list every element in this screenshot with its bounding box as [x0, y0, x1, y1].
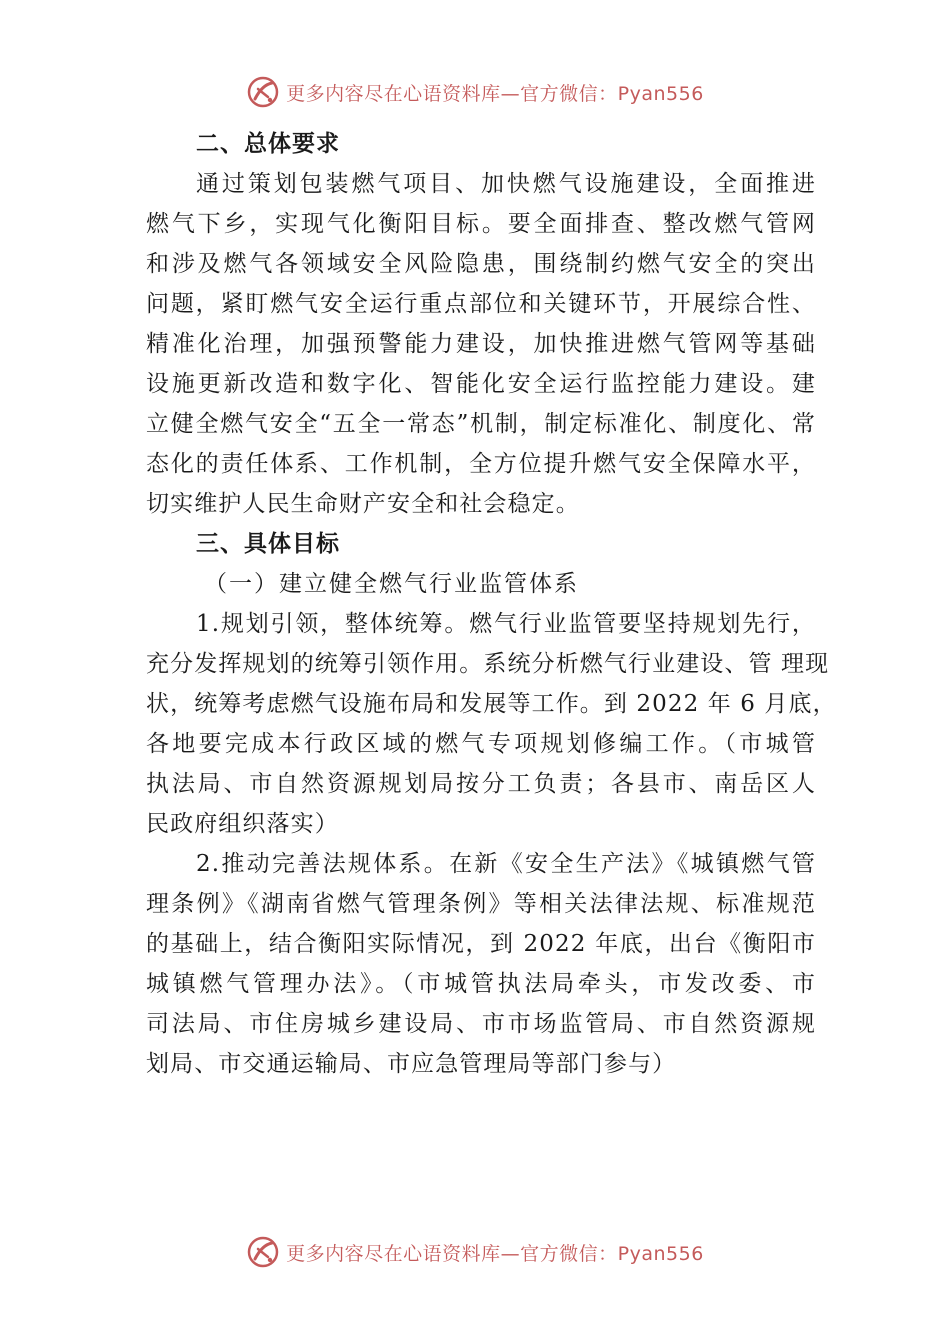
watermark-logo-icon	[246, 1235, 280, 1269]
subsection-heading-supervision-system: （一）建立健全燃气行业监管体系	[204, 571, 579, 597]
watermark-text: 更多内容尽在心语资料库—官方微信：Pyan556	[286, 82, 704, 105]
paragraph-line: 精准化治理，加强预警能力建设，加快推进燃气管网等基础	[146, 331, 816, 357]
paragraph-line: 民政府组织落实）	[146, 811, 339, 837]
header-watermark	[0, 72, 950, 112]
paragraph-line: 划局、市交通运输局、市应急管理局等部门参与）	[146, 1051, 677, 1077]
paragraph-line: 通过策划包装燃气项目、加快燃气设施建设，全面推进	[196, 171, 816, 197]
paragraph-line: 执法局、市自然资源规划局按分工负责；各县市、南岳区人	[146, 771, 816, 797]
paragraph-line: 2.推动完善法规体系。在新《安全生产法》《城镇燃气管	[196, 851, 816, 877]
item-legal-system	[146, 844, 816, 1084]
paragraph-line: 各地要完成本行政区域的燃气专项规划修编工作。（市城管	[146, 731, 816, 757]
paragraph-line: 切实维护人民生命财产安全和社会稳定。	[146, 491, 580, 517]
paragraph-line: 态化的责任体系、工作机制，全方位提升燃气安全保障水平，	[146, 451, 816, 477]
footer-watermark	[0, 1232, 950, 1272]
section-heading-specific-goals: 三、具体目标	[196, 531, 340, 557]
paragraph-line: 的基础上，结合衡阳实际情况，到 2022 年底，出台《衡阳市	[146, 931, 816, 957]
paragraph-line: 立健全燃气安全“五全一常态”机制，制定标准化、制度化、常	[146, 411, 816, 437]
paragraph-line: 和涉及燃气各领域安全风险隐患，围绕制约燃气安全的突出	[146, 251, 816, 277]
paragraph-line: 1.规划引领，整体统筹。燃气行业监管要坚持规划先行，	[196, 611, 816, 637]
watermark-logo-icon	[246, 75, 280, 109]
paragraph-overall-requirements	[146, 164, 816, 524]
paragraph-line: 理条例》《湖南省燃气管理条例》等相关法律法规、标准规范	[146, 891, 816, 917]
paragraph-line: 设施更新改造和数字化、智能化安全运行监控能力建设。建	[146, 371, 816, 397]
paragraph-line: 城镇燃气管理办法》。（市城管执法局牵头，市发改委、市	[146, 971, 816, 997]
watermark-text: 更多内容尽在心语资料库—官方微信：Pyan556	[286, 1242, 704, 1265]
item-planning-guidance	[146, 604, 837, 844]
paragraph-line: 状，统筹考虑燃气设施布局和发展等工作。到 2022 年 6 月底，	[146, 691, 837, 717]
paragraph-line: 司法局、市住房城乡建设局、市市场监管局、市自然资源规	[146, 1011, 816, 1037]
section-heading-overall-requirements: 二、总体要求	[196, 131, 340, 157]
paragraph-line: 燃气下乡，实现气化衡阳目标。要全面排查、整改燃气管网	[146, 211, 816, 237]
paragraph-line: 充分发挥规划的统筹引领作用。系统分析燃气行业建设、管 理现	[146, 651, 830, 677]
paragraph-line: 问题，紧盯燃气安全运行重点部位和关键环节，开展综合性、	[146, 291, 816, 317]
document-body	[146, 124, 837, 1084]
